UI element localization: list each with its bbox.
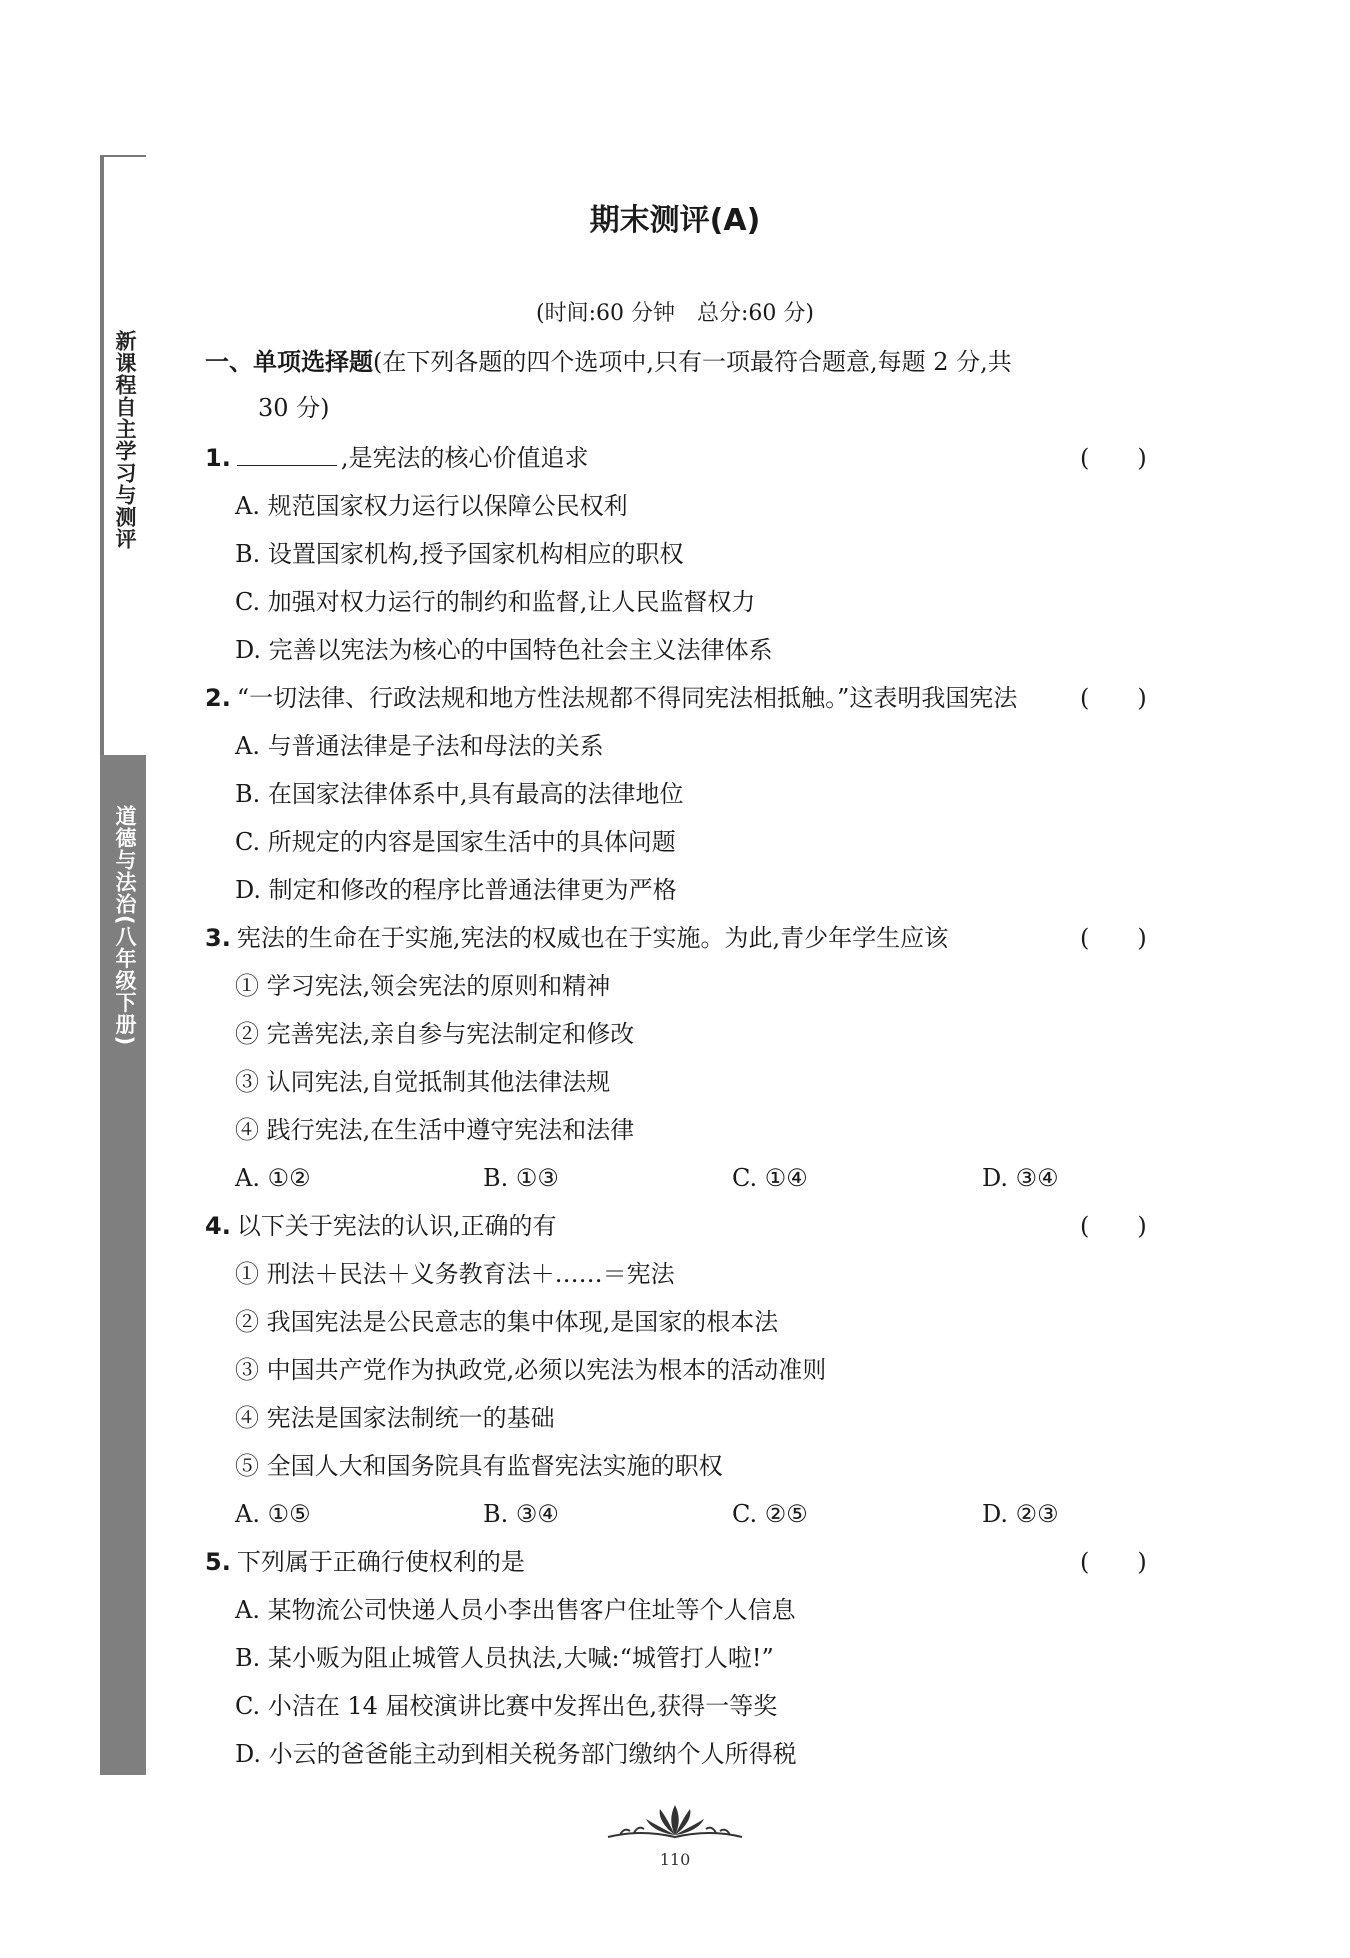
answer-paren: ( )	[1080, 1212, 1147, 1240]
question-number: 1.	[205, 444, 231, 472]
option: D. 制定和修改的程序比普通法律更为严格	[235, 876, 677, 904]
side-subject-label: 道德与法治(八年级下册)	[113, 805, 137, 1047]
answer-paren: ( )	[1080, 444, 1147, 472]
question-1	[205, 443, 588, 473]
statement-item: ④ 宪法是国家法制统一的基础	[235, 1404, 555, 1432]
choice: D. ③④	[982, 1164, 1059, 1192]
choice: C. ②⑤	[732, 1500, 808, 1528]
section-heading	[205, 347, 1012, 377]
statement-item: ① 刑法＋民法＋义务教育法＋……＝宪法	[235, 1260, 675, 1288]
statement-item: ② 我国宪法是公民意志的集中体现,是国家的根本法	[235, 1308, 779, 1336]
choice: B. ①③	[483, 1164, 559, 1192]
section-desc: (在下列各题的四个选项中,只有一项最符合题意,每题 2 分,共	[373, 348, 1012, 376]
answer-paren: ( )	[1080, 1548, 1147, 1576]
option: A. 与普通法律是子法和母法的关系	[235, 732, 604, 760]
option: B. 某小贩为阻止城管人员执法,大喊:“城管打人啦!”	[235, 1644, 774, 1672]
option: B. 在国家法律体系中,具有最高的法律地位	[235, 780, 684, 808]
exam-meta: (时间:60 分钟 总分:60 分)	[536, 301, 814, 326]
question-3	[205, 923, 948, 953]
option: C. 加强对权力运行的制约和监督,让人民监督权力	[235, 588, 756, 616]
option: D. 小云的爸爸能主动到相关税务部门缴纳个人所得税	[235, 1740, 797, 1768]
choice: A. ①⑤	[235, 1500, 311, 1528]
question-stem: 以下关于宪法的认识,正确的有	[236, 1212, 557, 1240]
answer-blank	[237, 443, 337, 466]
option: C. 小洁在 14 届校演讲比赛中发挥出色,获得一等奖	[235, 1692, 778, 1720]
question-stem: 下列属于正确行使权利的是	[236, 1548, 525, 1576]
question-number: 5.	[205, 1548, 231, 1576]
statement-item: ⑤ 全国人大和国务院具有监督宪法实施的职权	[235, 1452, 723, 1480]
question-stem: “一切法律、行政法规和地方性法规都不得同宪法相抵触。”这表明我国宪法	[236, 684, 1018, 712]
question-5	[205, 1547, 525, 1577]
question-number: 3.	[205, 924, 231, 952]
choice: A. ①②	[235, 1164, 311, 1192]
statement-item: ① 学习宪法,领会宪法的原则和精神	[235, 972, 611, 1000]
page-title: 期末测评(A)	[589, 203, 761, 238]
statement-item: ② 完善宪法,亲自参与宪法制定和修改	[235, 1020, 635, 1048]
option: D. 完善以宪法为核心的中国特色社会主义法律体系	[235, 636, 773, 664]
section-title: 一、单项选择题	[205, 348, 373, 376]
page-number: 110	[659, 1850, 691, 1869]
section-desc-cont: 30 分)	[258, 394, 330, 422]
side-series-label: 新课程自主学习与测评	[113, 330, 137, 550]
question-number: 4.	[205, 1212, 231, 1240]
option: A. 某物流公司快递人员小李出售客户住址等个人信息	[235, 1596, 796, 1624]
choice: D. ②③	[982, 1500, 1059, 1528]
option: B. 设置国家机构,授予国家机构相应的职权	[235, 540, 684, 568]
question-4	[205, 1211, 556, 1241]
answer-paren: ( )	[1080, 924, 1147, 952]
question-number: 2.	[205, 684, 231, 712]
statement-item: ③ 认同宪法,自觉抵制其他法律法规	[235, 1068, 611, 1096]
choice: C. ①④	[732, 1164, 808, 1192]
question-stem: ,是宪法的核心价值追求	[340, 444, 589, 472]
statement-item: ④ 践行宪法,在生活中遵守宪法和法律	[235, 1116, 635, 1144]
question-2	[205, 683, 1017, 713]
footer-ornament-icon	[600, 1797, 750, 1847]
option: C. 所规定的内容是国家生活中的具体问题	[235, 828, 676, 856]
answer-paren: ( )	[1080, 684, 1147, 712]
option: A. 规范国家权力运行以保障公民权利	[235, 492, 628, 520]
statement-item: ③ 中国共产党作为执政党,必须以宪法为根本的活动准则	[235, 1356, 827, 1384]
question-stem: 宪法的生命在于实施,宪法的权威也在于实施。为此,青少年学生应该	[236, 924, 949, 952]
choice: B. ③④	[483, 1500, 559, 1528]
